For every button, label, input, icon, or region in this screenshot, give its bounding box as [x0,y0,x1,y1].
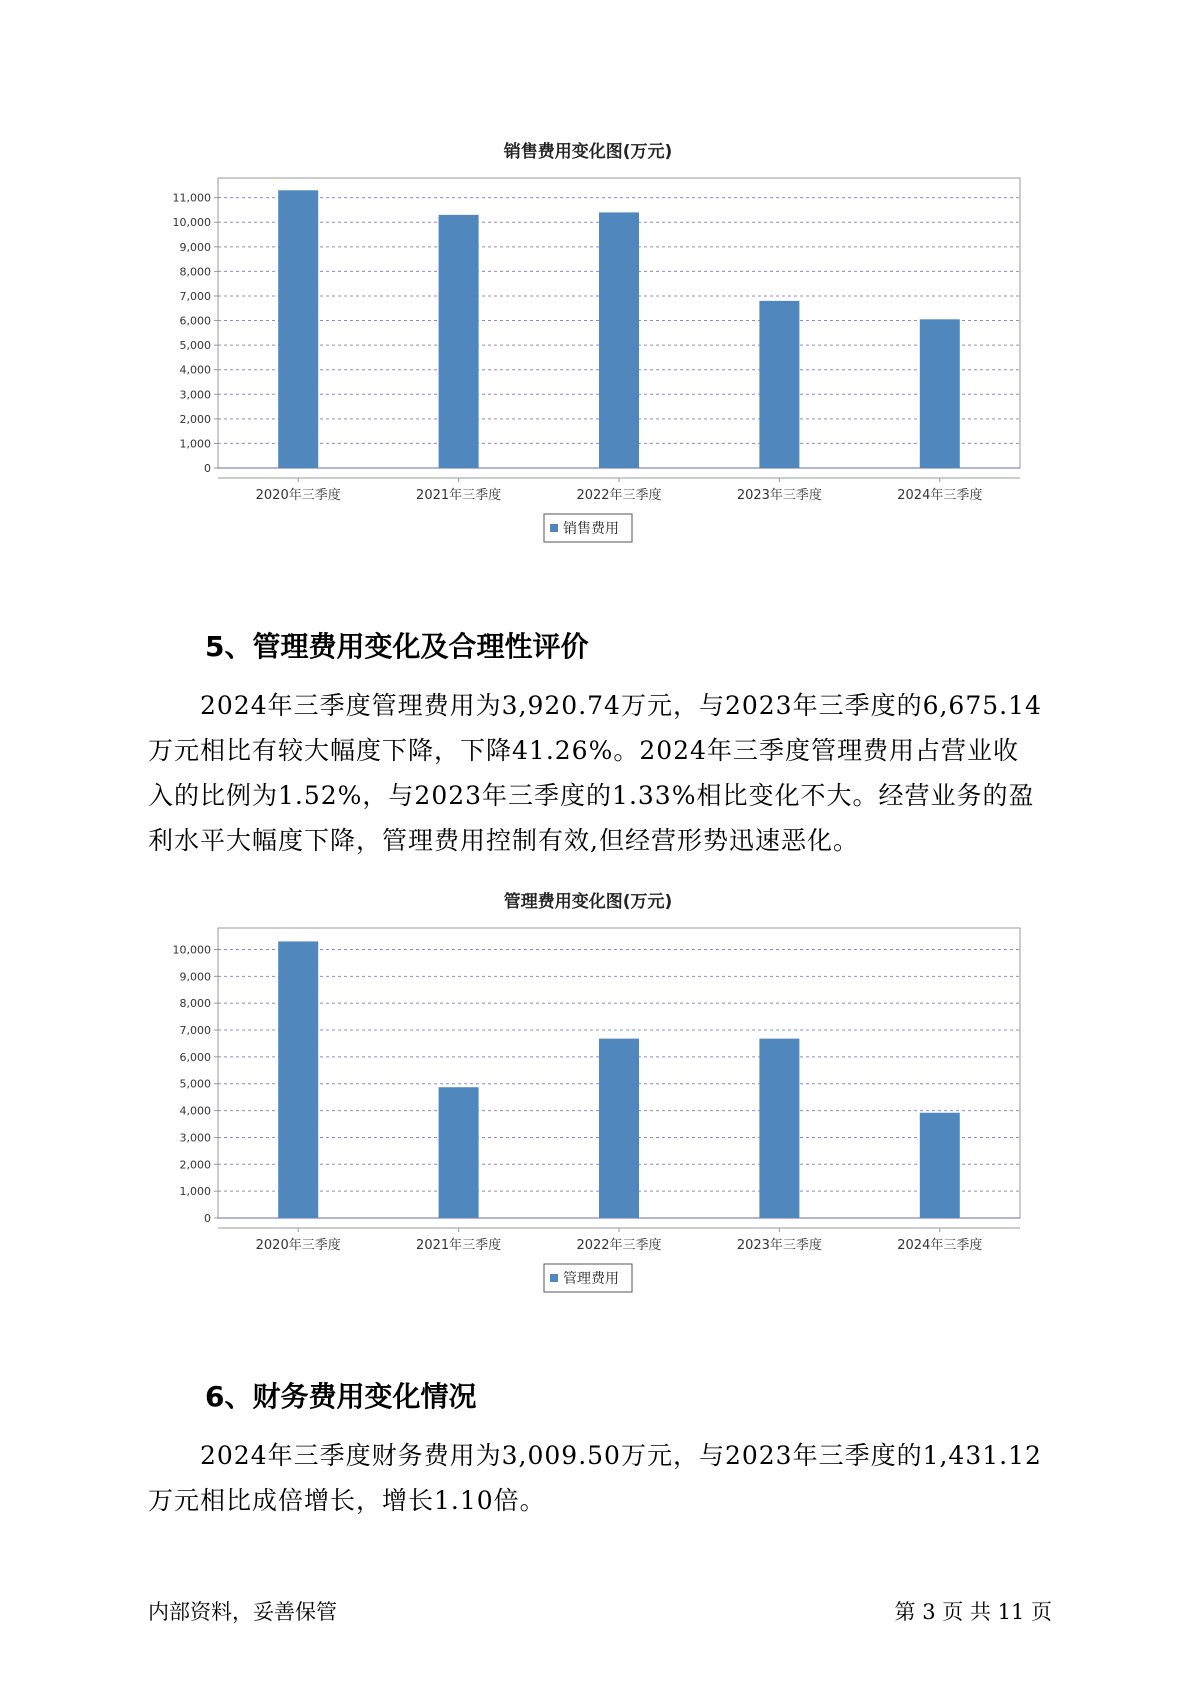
section-5-heading: 5、管理费用变化及合理性评价 [205,630,589,663]
y-tick-label: 8,000 [179,265,211,279]
legend-swatch [550,1274,558,1282]
bar [920,1113,960,1218]
y-tick-label: 4,000 [179,1104,211,1118]
y-tick-label: 1,000 [179,1185,211,1199]
x-tick-label: 2021年三季度 [416,1238,502,1253]
bar [920,319,960,468]
x-tick-label: 2020年三季度 [255,1238,341,1253]
sales-expense-chart [150,130,1050,570]
x-tick-label: 2022年三季度 [576,488,662,503]
y-tick-label: 3,000 [179,388,211,402]
x-tick-label: 2022年三季度 [576,1238,662,1253]
bar [599,1039,639,1218]
y-tick-label: 2,000 [179,1158,211,1172]
paragraph-line: 万元相比成倍增长，增长1.10倍。 [148,1486,546,1515]
paragraph-line: 2024年三季度管理费用为3,920.74万元，与2023年三季度的6,675.14 [200,691,1042,720]
paragraph-line: 2024年三季度财务费用为3,009.50万元，与2023年三季度的1,431.12 [200,1441,1042,1470]
y-tick-label: 6,000 [179,1050,211,1064]
x-tick-label: 2023年三季度 [736,488,822,503]
x-tick-label: 2024年三季度 [897,1238,983,1253]
bar [439,215,479,468]
admin-expense-chart [150,880,1050,1320]
bar [439,1087,479,1218]
y-tick-label: 9,000 [179,240,211,254]
y-tick-label: 10,000 [172,943,211,957]
y-tick-label: 10,000 [172,216,211,230]
bar [759,1039,799,1218]
x-tick-label: 2020年三季度 [255,488,341,503]
y-tick-label: 6,000 [179,314,211,328]
paragraph-line: 万元相比有较大幅度下降，下降41.26%。2024年三季度管理费用占营业收 [148,736,1019,765]
section-6-heading: 6、财务费用变化情况 [205,1380,477,1413]
y-tick-label: 5,000 [179,339,211,353]
y-tick-label: 4,000 [179,363,211,377]
bar [599,212,639,468]
x-tick-label: 2021年三季度 [416,488,502,503]
y-tick-label: 0 [204,462,211,475]
section-5-paragraph [148,683,1048,863]
paragraph-line: 入的比例为1.52%，与2023年三季度的1.33%相比变化不大。经营业务的盈 [148,781,1035,810]
y-tick-label: 3,000 [179,1131,211,1145]
y-tick-label: 1,000 [179,437,211,451]
chart-title: 销售费用变化图(万元) [503,142,673,162]
y-tick-label: 5,000 [179,1077,211,1091]
legend-swatch [550,524,558,532]
sales-expense-chart-svg [150,130,1050,570]
y-tick-label: 7,000 [179,1024,211,1038]
bar [278,190,318,468]
footer-confidential-note: 内部资料，妥善保管 [148,1600,337,1624]
x-tick-label: 2023年三季度 [736,1238,822,1253]
chart-title: 管理费用变化图(万元) [503,892,673,912]
chart-legend [544,1264,632,1292]
y-tick-label: 0 [204,1212,211,1225]
legend-label: 管理费用 [563,1271,619,1287]
chart-legend [544,514,632,542]
section-6-paragraph [148,1433,1048,1523]
bar [278,941,318,1218]
y-tick-label: 2,000 [179,412,211,426]
x-tick-label: 2024年三季度 [897,488,983,503]
footer-page-number: 第 3 页 共 11 页 [894,1600,1052,1624]
y-tick-label: 11,000 [172,191,211,205]
y-tick-label: 7,000 [179,289,211,303]
y-tick-label: 8,000 [179,997,211,1011]
y-tick-label: 9,000 [179,970,211,984]
bar [759,301,799,468]
paragraph-line: 利水平大幅度下降，管理费用控制有效,但经营形势迅速恶化。 [148,826,859,855]
admin-expense-chart-svg [150,880,1050,1320]
legend-label: 销售费用 [563,521,619,537]
